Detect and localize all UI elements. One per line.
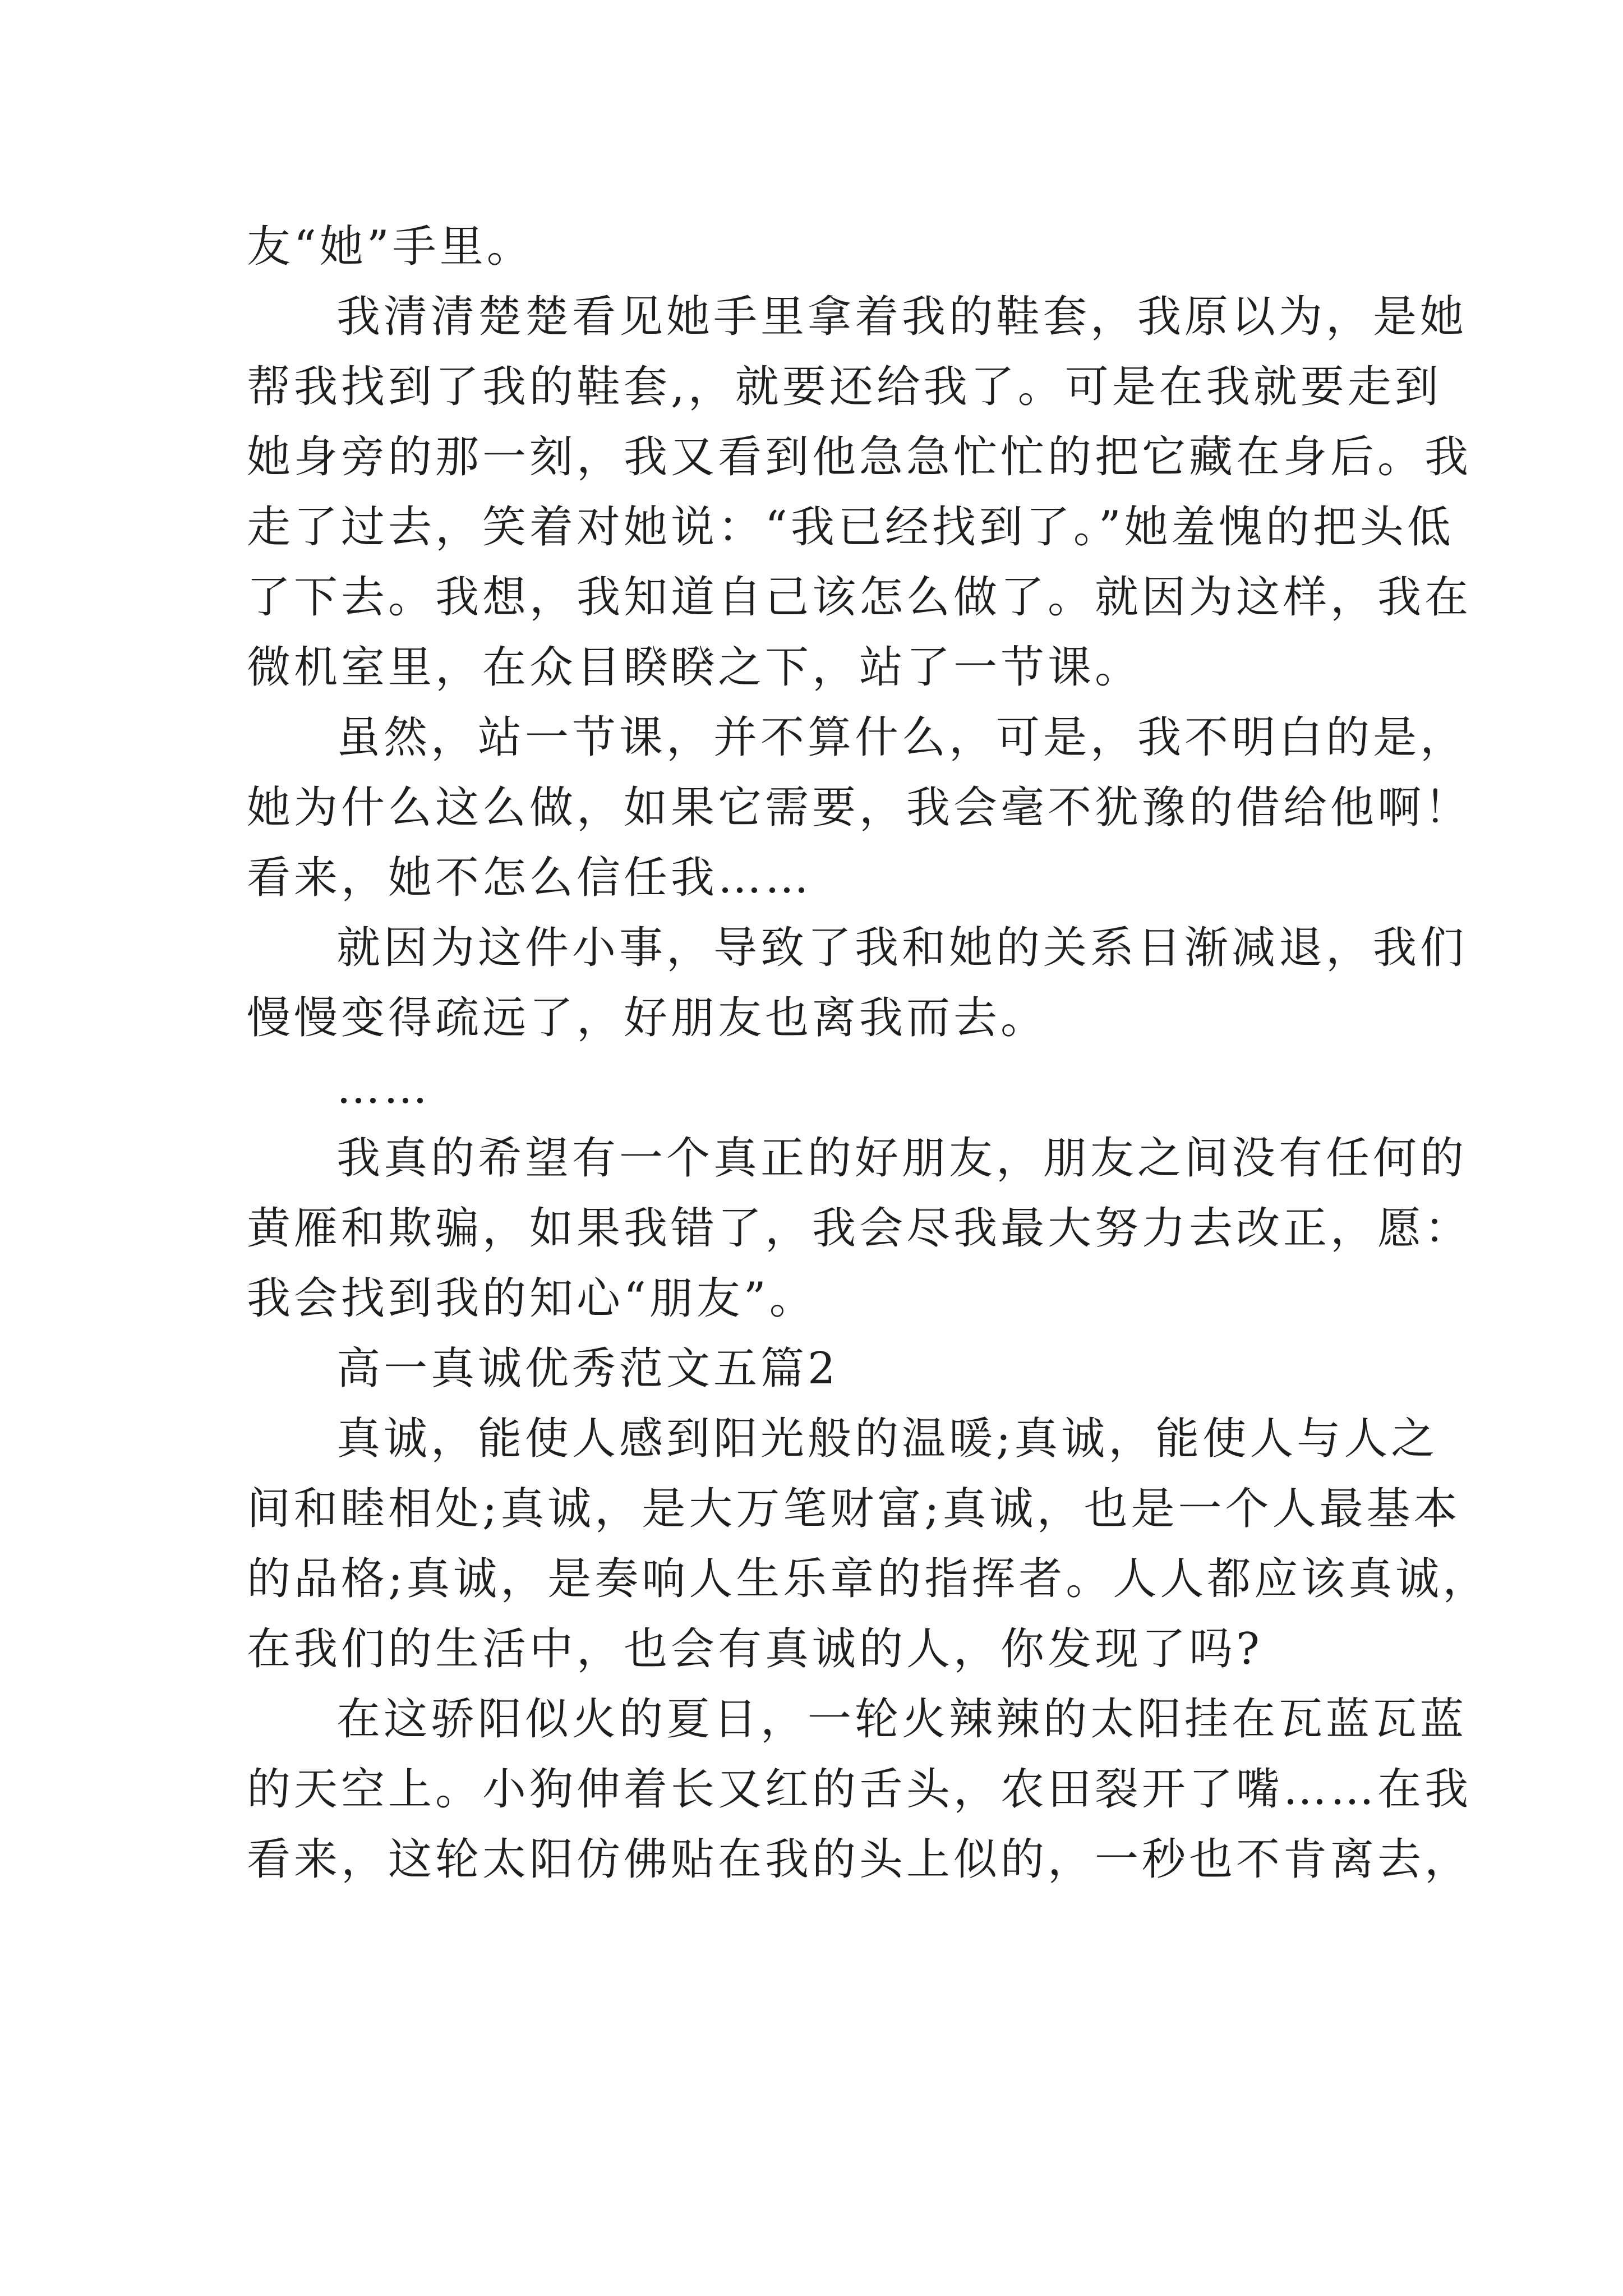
text-line: 虽然，站一节课，并不算什么，可是，我不明白的是， — [336, 712, 1468, 763]
text-line: 的天空上。小狗伸着长又红的舌头，农田裂开了嘴……在我 — [247, 1764, 1472, 1815]
text-line: 的品格;真诚，是奏响人生乐章的指挥者。人人都应该真诚， — [247, 1554, 1490, 1604]
text-line: 在这骄阳似火的夏日，一轮火辣辣的太阳挂在瓦蓝瓦蓝 — [336, 1694, 1468, 1745]
text-line: 间和睦相处;真诚，是大万笔财富;真诚，也是一个人最基本 — [247, 1484, 1461, 1534]
text-line: 就因为这件小事，导致了我和她的关系日渐减退，我们 — [336, 923, 1468, 973]
section-heading: 高一真诚优秀范文五篇2 — [336, 1343, 839, 1394]
text-line: 了下去。我想，我知道自己该怎么做了。就因为这样，我在 — [247, 572, 1472, 623]
text-line: 在我们的生活中，也会有真诚的人，你发现了吗? — [247, 1624, 1263, 1674]
text-line: 帮我找到了我的鞋套,，就要还给我了。可是在我就要走到 — [247, 362, 1442, 412]
text-line: 看来，这轮太阳仿佛贴在我的头上似的，一秒也不肯离去， — [247, 1834, 1472, 1885]
text-line: 我真的希望有一个真正的好朋友，朋友之间没有任何的 — [336, 1133, 1468, 1184]
text-line: 走了过去，笑着对她说：“我已经找到了。”她羞愧的把头低 — [247, 502, 1454, 553]
text-line: 慢慢变得疏远了，好朋友也离我而去。 — [247, 993, 1048, 1043]
text-line: 我会找到我的知心“朋友”。 — [247, 1273, 817, 1324]
text-line: 真诚，能使人感到阳光般的温暖;真诚，能使人与人之 — [336, 1414, 1438, 1464]
text-line: 友“她”手里。 — [247, 222, 534, 272]
text-line: 我清清楚楚看见她手里拿着我的鞋套，我原以为，是她 — [336, 292, 1468, 342]
text-line: 黄雁和欺骗，如果我错了，我会尽我最大努力去改正，愿： — [247, 1203, 1472, 1254]
text-line: 看来，她不怎么信任我…… — [247, 853, 813, 903]
text-line: 她为什么这么做，如果它需要，我会毫不犹豫的借给他啊！ — [247, 783, 1472, 833]
text-line: …… — [336, 1063, 431, 1114]
text-line: 她身旁的那一刻，我又看到他急急忙忙的把它藏在身后。我 — [247, 432, 1472, 482]
text-line: 微机室里，在众目睽睽之下，站了一节课。 — [247, 642, 1142, 693]
